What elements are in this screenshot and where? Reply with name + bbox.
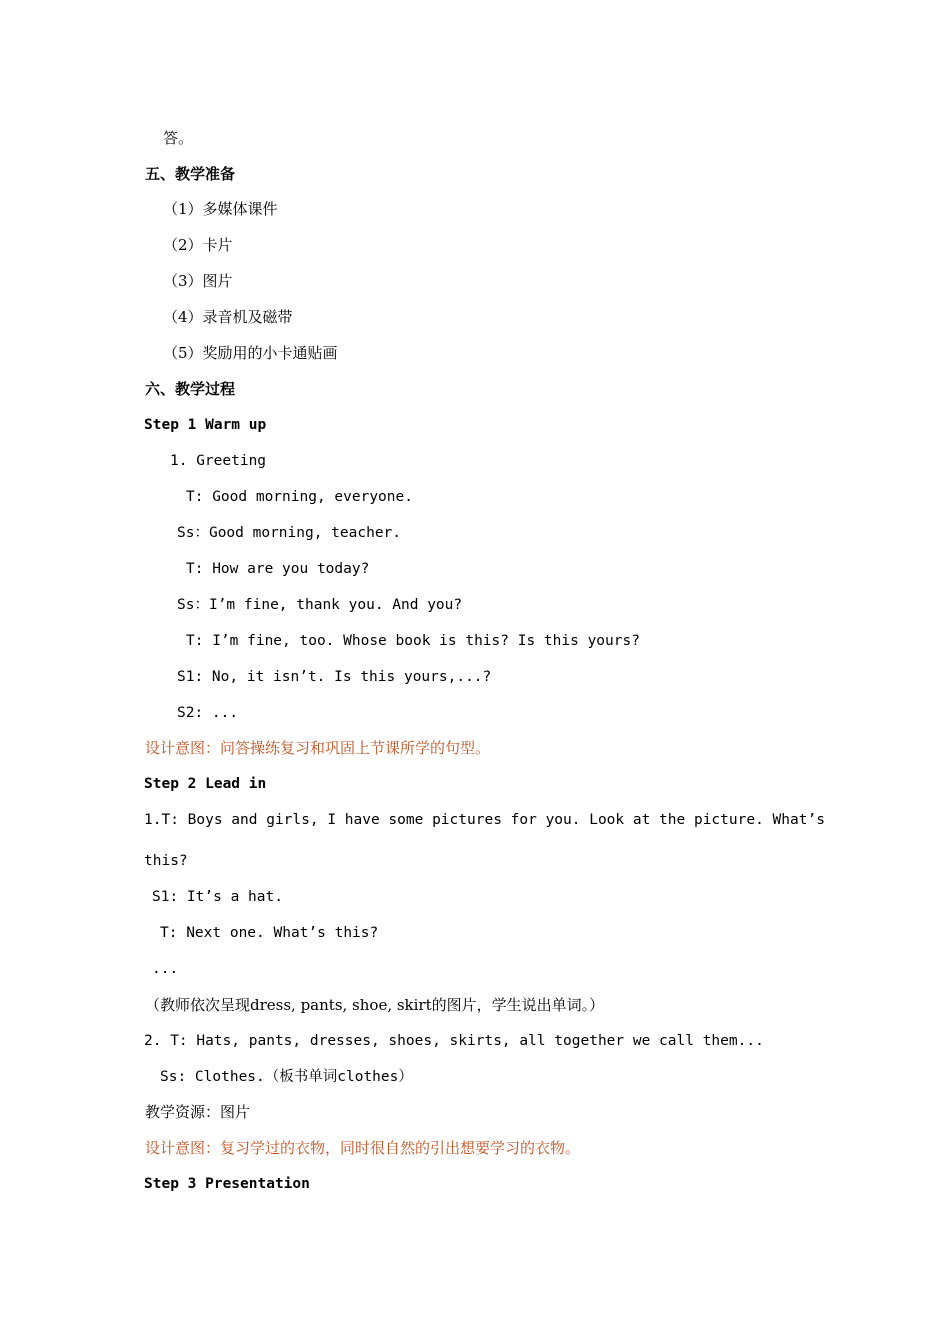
dialogue-line: T: Good morning, everyone. <box>186 489 413 505</box>
dialogue-line: S1: It’s a hat. <box>152 889 283 905</box>
dialogue-line: S2: ... <box>177 705 239 721</box>
design-intent-note: 设计意图：复习学过的衣物，同时很自然的引出想要学习的衣物。 <box>145 1139 581 1157</box>
step-heading: Step 1 Warm up <box>144 417 267 433</box>
teaching-resource: 教学资源：图片 <box>145 1103 251 1121</box>
dialogue-line: this? <box>144 853 188 869</box>
section-heading-preparation: 五、教学准备 <box>145 165 236 183</box>
design-intent-note: 设计意图：问答操练复习和巩固上节课所学的句型。 <box>145 739 491 757</box>
dialogue-line: S1: No, it isn’t. Is this yours,...? <box>177 669 492 685</box>
dialogue-line: 1.T: Boys and girls, I have some pictures for you. Look at the picture. What’s <box>144 812 825 828</box>
dialogue-line: T: How are you today? <box>186 561 370 577</box>
list-item: （3）图片 <box>163 272 233 290</box>
sub-item: 1. Greeting <box>170 453 267 469</box>
section-heading-process: 六、教学过程 <box>145 380 236 398</box>
paragraph-continuation: 答。 <box>163 129 194 147</box>
step-heading: Step 2 Lead in <box>144 776 267 792</box>
dialogue-line: Ss：Good morning, teacher. <box>177 525 402 541</box>
list-item: （5）奖励用的小卡通贴画 <box>163 344 338 362</box>
dialogue-line: T: Next one. What’s this? <box>160 925 379 941</box>
dialogue-line: ... <box>152 961 179 977</box>
list-item: （1）多媒体课件 <box>163 200 278 218</box>
list-item: （2）卡片 <box>163 236 233 254</box>
dialogue-line: Ss：I’m fine, thank you. And you? <box>177 597 463 613</box>
dialogue-line: 2. T: Hats, pants, dresses, shoes, skirts, all together we call them... <box>144 1033 764 1049</box>
dialogue-line: T: I’m fine, too. Whose book is this? Is this yours? <box>186 633 640 649</box>
list-item: （4）录音机及磁带 <box>163 308 293 326</box>
teacher-instruction: （教师依次呈现dress, pants, shoe, skirt的图片，学生说出单词。） <box>145 996 605 1014</box>
dialogue-line: Ss: Clothes.（板书单词clothes） <box>160 1069 413 1085</box>
step-heading: Step 3 Presentation <box>144 1176 310 1192</box>
